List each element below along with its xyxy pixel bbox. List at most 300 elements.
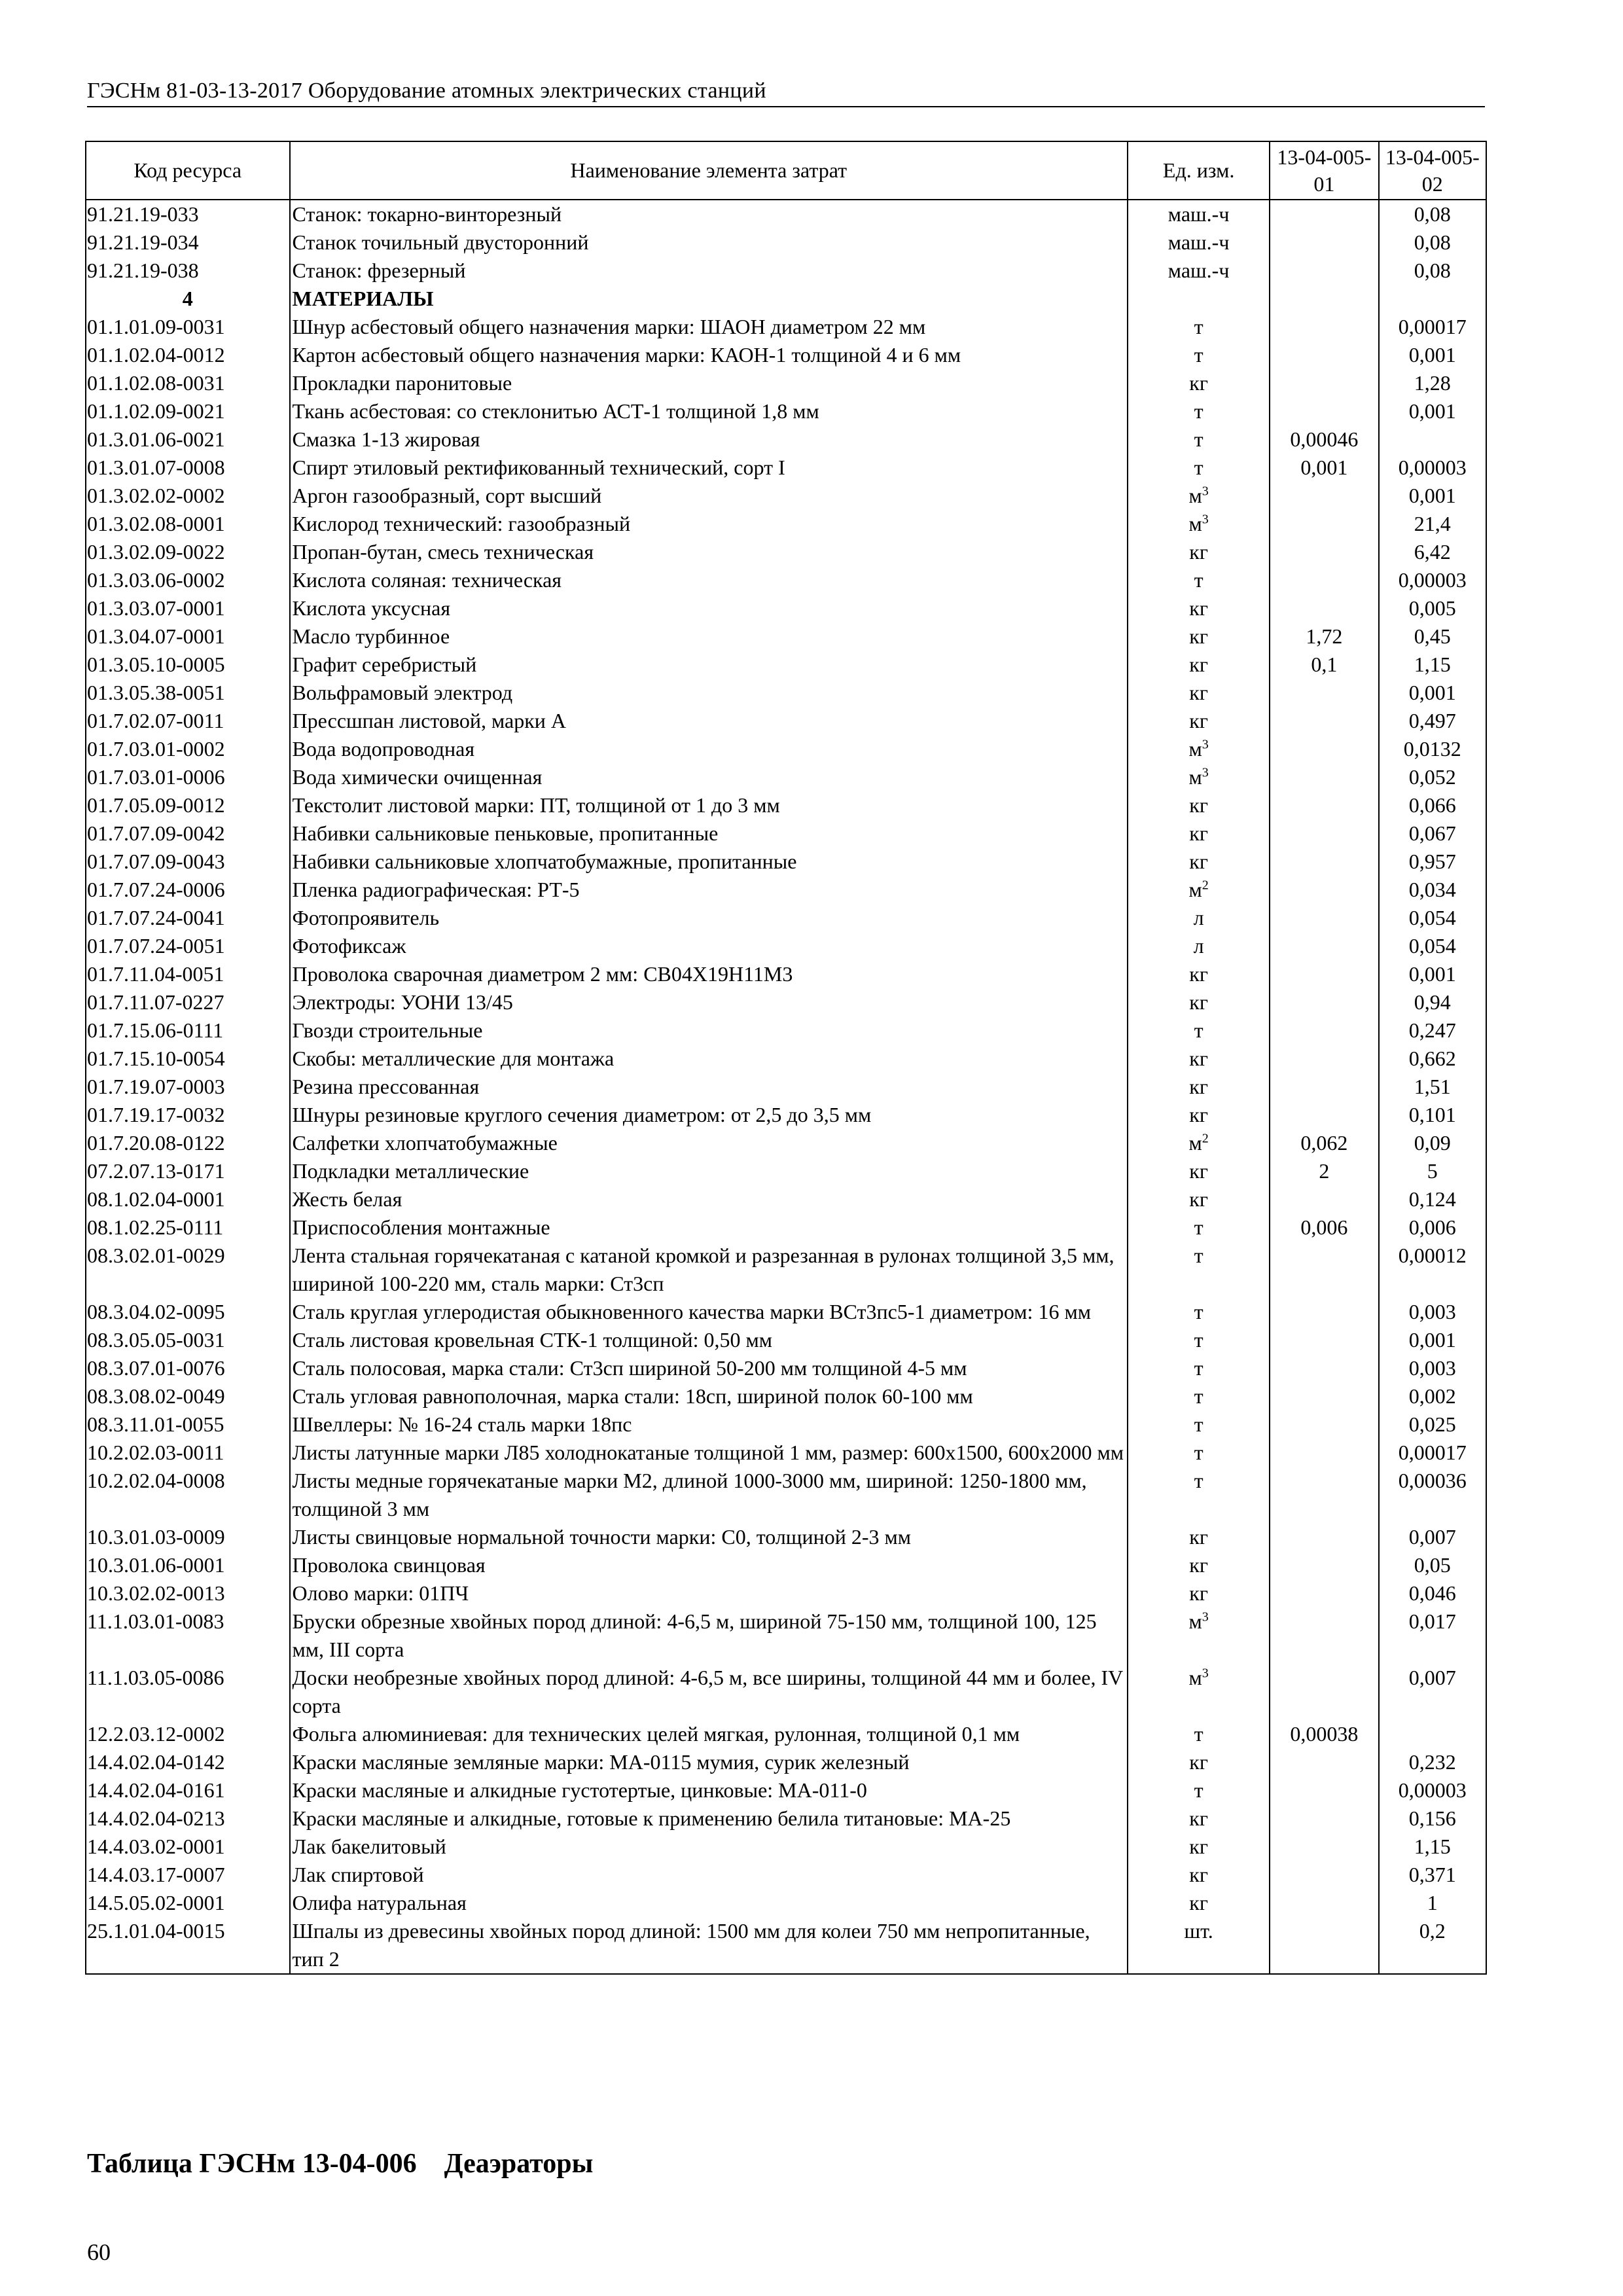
resource-code-cell [86, 904, 290, 932]
resource-code-cell-text: 01.3.01.07-0008 [87, 456, 225, 479]
resource-code-cell-text: 08.3.11.01-0055 [87, 1412, 224, 1436]
unit-exponent: 3 [1202, 484, 1209, 499]
resource-name-cell-text: Бруски обрезные хвойных пород длиной: 4-6,5 м, шириной 75-150 мм, толщиной 100, 125 мм, III сорта [292, 1609, 1097, 1661]
resource-code-cell [86, 341, 290, 369]
resource-code-cell [86, 285, 290, 313]
resource-name-cell-text: Набивки сальниковые пеньковые, пропитанные [292, 821, 719, 845]
norm-1-cell [1270, 1833, 1378, 1861]
col-header-name: Наименование элемента затрат [290, 141, 1128, 200]
norm-1-cell [1270, 1439, 1378, 1467]
unit-cell [1128, 1804, 1270, 1833]
unit-exponent: 3 [1202, 1666, 1209, 1681]
resource-name-cell-text: Прокладки паронитовые [292, 371, 512, 395]
norm-2-cell [1379, 482, 1486, 510]
resource-code-cell-text: 01.1.02.09-0021 [87, 399, 225, 423]
resource-code-cell [86, 257, 290, 285]
table-row [86, 454, 1486, 482]
norm-2-cell [1379, 1129, 1486, 1157]
table-row [86, 1833, 1486, 1861]
table-row [86, 1354, 1486, 1382]
table-row [86, 594, 1486, 622]
unit-cell-text: маш.-ч [1168, 259, 1230, 282]
norm-2-cell-text: 0,00003 [1398, 1778, 1467, 1802]
resource-name-cell [290, 1016, 1128, 1045]
norm-2-cell-text: 0,08 [1414, 259, 1451, 282]
resource-name-cell [290, 1382, 1128, 1410]
norm-2-cell [1379, 228, 1486, 257]
resource-name-cell-text: Кислота соляная: техническая [292, 568, 562, 592]
norm-2-cell-text: 1,28 [1414, 371, 1451, 395]
norm-1-cell [1270, 285, 1378, 313]
table-row [86, 257, 1486, 285]
resource-name-cell-text: Станок: токарно-винторезный [292, 202, 562, 226]
resource-code-cell [86, 1185, 290, 1213]
norm-2-cell-text: 0,09 [1414, 1131, 1451, 1155]
norm-2-cell-text: 0,45 [1414, 624, 1451, 648]
table-row [86, 1298, 1486, 1326]
resource-name-cell-text: Доски необрезные хвойных пород длиной: 4-6,5 м, все ширины, толщиной 44 мм и более, IV сорта [292, 1666, 1123, 1717]
unit-cell-text: т [1194, 427, 1204, 451]
norm-2-cell-text: 0,007 [1408, 1666, 1456, 1689]
norm-2-cell-text: 0,066 [1408, 793, 1456, 817]
unit-cell-text: т [1194, 343, 1204, 367]
resource-code-cell-text: 10.2.02.04-0008 [87, 1469, 225, 1492]
table-row [86, 1101, 1486, 1129]
resource-name-cell-text: МАТЕРИАЛЫ [292, 287, 434, 310]
table-row [86, 1523, 1486, 1551]
resource-name-cell-text: Фотопроявитель [292, 906, 440, 929]
norm-2-cell-text: 0,101 [1408, 1103, 1456, 1126]
resource-code-cell [86, 1917, 290, 1974]
norm-2-cell-text: 0,0132 [1403, 737, 1461, 761]
norm-1-cell [1270, 876, 1378, 904]
resource-code-cell-text: 25.1.01.04-0015 [87, 1919, 225, 1943]
resource-code-cell-text: 01.7.20.08-0122 [87, 1131, 225, 1155]
unit-cell-text: м [1188, 1131, 1202, 1155]
norm-2-cell-text: 0,003 [1408, 1356, 1456, 1380]
resource-code-cell [86, 1439, 290, 1467]
norm-2-cell-text: 0,662 [1408, 1047, 1456, 1070]
unit-cell [1128, 200, 1270, 228]
table-row [86, 679, 1486, 707]
resource-code-cell [86, 1073, 290, 1101]
norm-2-cell-text: 0,2 [1419, 1919, 1446, 1943]
table-row [86, 960, 1486, 988]
norm-1-cell-text: 0,006 [1300, 1215, 1348, 1239]
norm-1-cell [1270, 960, 1378, 988]
table-row [86, 1861, 1486, 1889]
norm-2-cell [1379, 1720, 1486, 1748]
resource-name-cell-text: Прессшпан листовой, марки А [292, 709, 566, 732]
norm-2-cell [1379, 285, 1486, 313]
unit-cell-text: кг [1189, 1863, 1208, 1886]
unit-cell [1128, 1861, 1270, 1889]
resource-code-cell-text: 01.7.11.04-0051 [87, 962, 224, 986]
resource-name-cell [290, 819, 1128, 848]
table-row [86, 200, 1486, 228]
unit-cell [1128, 707, 1270, 735]
col-header-norm-2: 13-04-005-02 [1379, 141, 1486, 200]
resource-name-cell-text: Салфетки хлопчатобумажные [292, 1131, 558, 1155]
unit-cell-text: т [1194, 315, 1204, 338]
norm-1-cell [1270, 707, 1378, 735]
unit-cell-text: м [1188, 878, 1202, 901]
norm-2-cell-text: 0,067 [1408, 821, 1456, 845]
resource-name-cell-text: Кислота уксусная [292, 596, 451, 620]
table-row [86, 510, 1486, 538]
resource-name-cell [290, 1804, 1128, 1833]
resource-name-cell-text: Фольга алюминиевая: для технических целей мягкая, рулонная, толщиной 0,1 мм [292, 1722, 1020, 1746]
unit-cell [1128, 735, 1270, 763]
table-row [86, 1129, 1486, 1157]
unit-cell-text: кг [1189, 1835, 1208, 1858]
norm-2-cell-text: 0,001 [1408, 484, 1456, 507]
resource-code-cell-text: 08.3.05.05-0031 [87, 1328, 225, 1352]
norm-2-cell-text: 0,00003 [1398, 568, 1467, 592]
resource-code-cell-text: 14.5.05.02-0001 [87, 1891, 225, 1914]
unit-cell-text: т [1194, 1441, 1204, 1464]
resource-name-cell [290, 369, 1128, 397]
resource-code-cell-text: 01.7.19.17-0032 [87, 1103, 225, 1126]
resource-code-cell [86, 1664, 290, 1720]
norm-1-cell [1270, 1523, 1378, 1551]
norm-2-cell [1379, 679, 1486, 707]
resource-code-cell [86, 1045, 290, 1073]
unit-cell [1128, 285, 1270, 313]
resource-code-cell-text: 10.3.01.03-0009 [87, 1525, 225, 1549]
resource-name-cell-text: Сталь круглая углеродистая обыкновенного качества марки ВСт3пс5-1 диаметром: 16 мм [292, 1300, 1091, 1323]
norm-1-cell [1270, 200, 1378, 228]
resource-code-cell [86, 1129, 290, 1157]
resource-code-cell-text: 01.3.04.07-0001 [87, 624, 225, 648]
norm-2-cell-text: 0,054 [1408, 906, 1456, 929]
unit-cell [1128, 341, 1270, 369]
unit-exponent: 2 [1202, 878, 1209, 893]
unit-cell [1128, 791, 1270, 819]
norm-2-cell [1379, 1298, 1486, 1326]
unit-cell-text: кг [1189, 596, 1208, 620]
resource-name-cell-text: Станок: фрезерный [292, 259, 466, 282]
resource-name-cell [290, 988, 1128, 1016]
resource-code-cell [86, 1298, 290, 1326]
unit-cell [1128, 1776, 1270, 1804]
unit-cell-text: кг [1189, 1806, 1208, 1830]
resource-name-cell-text: Пленка радиографическая: РТ-5 [292, 878, 580, 901]
resource-name-cell [290, 651, 1128, 679]
unit-cell [1128, 763, 1270, 791]
norm-2-cell-text: 0,001 [1408, 1328, 1456, 1352]
norm-2-cell-text: 0,00003 [1398, 456, 1467, 479]
norm-2-cell-text: 1,51 [1414, 1075, 1451, 1098]
document-header: ГЭСНм 81-03-13-2017 Оборудование атомных электрических станций [87, 80, 1485, 107]
norm-2-cell-text: 0,007 [1408, 1525, 1456, 1549]
table-row [86, 876, 1486, 904]
table-row [86, 1551, 1486, 1579]
norm-1-cell [1270, 566, 1378, 594]
norm-1-cell [1270, 1410, 1378, 1439]
norm-2-cell-text: 0,006 [1408, 1215, 1456, 1239]
resource-code-cell [86, 1326, 290, 1354]
resource-name-cell [290, 566, 1128, 594]
table-row [86, 1016, 1486, 1045]
resource-name-cell [290, 1073, 1128, 1101]
norm-1-cell [1270, 1776, 1378, 1804]
resource-name-cell-text: Аргон газообразный, сорт высший [292, 484, 602, 507]
resource-name-cell [290, 341, 1128, 369]
norm-1-cell [1270, 848, 1378, 876]
norm-2-cell [1379, 1016, 1486, 1045]
norm-1-cell [1270, 1242, 1378, 1298]
unit-cell [1128, 1073, 1270, 1101]
norm-1-cell [1270, 313, 1378, 341]
norm-2-cell-text: 0,001 [1408, 343, 1456, 367]
norm-1-cell [1270, 1157, 1378, 1185]
unit-cell [1128, 538, 1270, 566]
unit-cell [1128, 566, 1270, 594]
norm-1-cell [1270, 1579, 1378, 1607]
table-row [86, 1917, 1486, 1974]
norm-1-cell-text: 2 [1319, 1159, 1330, 1183]
resource-name-cell [290, 932, 1128, 960]
norm-1-cell-text: 0,062 [1300, 1131, 1348, 1155]
resource-code-cell-text: 14.4.03.02-0001 [87, 1835, 225, 1858]
resource-name-cell [290, 1664, 1128, 1720]
table-row [86, 1045, 1486, 1073]
resource-name-cell-text: Шнур асбестовый общего назначения марки: ШАОН диаметром 22 мм [292, 315, 926, 338]
resource-name-cell-text: Графит серебристый [292, 653, 477, 676]
norm-2-cell-text: 0,957 [1408, 850, 1456, 873]
norm-1-cell [1270, 1016, 1378, 1045]
norm-1-cell [1270, 988, 1378, 1016]
unit-cell [1128, 1607, 1270, 1664]
norm-2-cell [1379, 622, 1486, 651]
resource-code-cell-text: 12.2.03.12-0002 [87, 1722, 225, 1746]
table-row [86, 735, 1486, 763]
resource-name-cell [290, 1185, 1128, 1213]
resource-name-cell-text: Сталь полосовая, марка стали: Ст3сп шириной 50-200 мм толщиной 4-5 мм [292, 1356, 967, 1380]
table-row [86, 482, 1486, 510]
table-row [86, 819, 1486, 848]
resource-code-cell-text: 14.4.03.17-0007 [87, 1863, 225, 1886]
table-row [86, 1326, 1486, 1354]
resource-name-cell [290, 594, 1128, 622]
norm-2-cell [1379, 1523, 1486, 1551]
norm-1-cell [1270, 1748, 1378, 1776]
norm-2-cell-text: 1,15 [1414, 1835, 1451, 1858]
resource-name-cell-text: Смазка 1-13 жировая [292, 427, 480, 451]
norm-2-cell [1379, 1410, 1486, 1439]
unit-cell-text: кг [1189, 821, 1208, 845]
resource-code-cell [86, 313, 290, 341]
norm-1-cell-text: 0,001 [1300, 456, 1348, 479]
unit-cell [1128, 1382, 1270, 1410]
unit-cell-text: маш.-ч [1168, 202, 1230, 226]
resource-code-cell [86, 369, 290, 397]
norm-2-cell [1379, 1242, 1486, 1298]
norm-1-cell [1270, 454, 1378, 482]
resource-code-cell-text: 08.3.07.01-0076 [87, 1356, 225, 1380]
table-row [86, 1607, 1486, 1664]
resource-code-cell [86, 876, 290, 904]
resource-code-cell [86, 791, 290, 819]
resource-code-cell [86, 1016, 290, 1045]
resource-name-cell [290, 397, 1128, 425]
unit-exponent: 3 [1202, 512, 1209, 527]
resource-code-cell [86, 200, 290, 228]
norm-2-cell [1379, 819, 1486, 848]
resource-code-cell-text: 11.1.03.05-0086 [87, 1666, 224, 1689]
resource-name-cell [290, 791, 1128, 819]
norm-2-cell-text: 0,00036 [1398, 1469, 1467, 1492]
resource-code-cell [86, 1354, 290, 1382]
table-row [86, 763, 1486, 791]
resource-name-cell [290, 960, 1128, 988]
unit-cell-text: кг [1189, 709, 1208, 732]
resource-code-cell [86, 1101, 290, 1129]
resource-code-cell [86, 1804, 290, 1833]
resource-name-cell-text: Ткань асбестовая: со стеклонитью АСТ-1 толщиной 1,8 мм [292, 399, 819, 423]
unit-cell-text: л [1193, 906, 1204, 929]
resource-name-cell-text: Листы свинцовые нормальной точности марки: С0, толщиной 2-3 мм [292, 1525, 911, 1549]
unit-cell [1128, 1410, 1270, 1439]
resource-name-cell-text: Жесть белая [292, 1187, 402, 1211]
resource-code-cell [86, 1889, 290, 1917]
unit-cell [1128, 1045, 1270, 1073]
unit-cell [1128, 482, 1270, 510]
unit-cell-text: т [1194, 456, 1204, 479]
norm-2-cell-text: 0,001 [1408, 399, 1456, 423]
unit-cell-text: т [1194, 1300, 1204, 1323]
table-row [86, 904, 1486, 932]
resource-name-cell-text: Сталь угловая равнополочная, марка стали: 18сп, шириной полок 60-100 мм [292, 1384, 973, 1408]
resource-code-cell [86, 848, 290, 876]
table-row [86, 1467, 1486, 1523]
norm-1-cell [1270, 1298, 1378, 1326]
resource-code-cell [86, 735, 290, 763]
table-row [86, 1579, 1486, 1607]
unit-cell [1128, 510, 1270, 538]
norm-1-cell [1270, 651, 1378, 679]
unit-cell [1128, 932, 1270, 960]
norm-2-cell [1379, 707, 1486, 735]
norm-2-cell [1379, 1213, 1486, 1242]
norm-2-cell-text: 0,08 [1414, 230, 1451, 254]
table-row [86, 1382, 1486, 1410]
table-row [86, 848, 1486, 876]
norm-1-cell [1270, 1045, 1378, 1073]
resource-code-cell [86, 1776, 290, 1804]
unit-cell-text: т [1194, 1356, 1204, 1380]
table-row [86, 1439, 1486, 1467]
table-row [86, 425, 1486, 454]
unit-cell [1128, 819, 1270, 848]
unit-cell [1128, 228, 1270, 257]
resource-name-cell-text: Набивки сальниковые хлопчатобумажные, пропитанные [292, 850, 797, 873]
resource-code-cell-text: 08.1.02.25-0111 [87, 1215, 224, 1239]
unit-cell-text: т [1194, 1469, 1204, 1492]
norm-2-cell [1379, 848, 1486, 876]
table-row [86, 1720, 1486, 1748]
resource-name-cell [290, 1101, 1128, 1129]
resource-code-cell [86, 1382, 290, 1410]
unit-exponent: 3 [1202, 765, 1209, 780]
resource-name-cell-text: Станок точильный двусторонний [292, 230, 589, 254]
resource-code-cell-text: 01.3.02.08-0001 [87, 512, 225, 535]
norm-2-cell [1379, 791, 1486, 819]
unit-cell-text: т [1194, 568, 1204, 592]
resource-name-cell [290, 1917, 1128, 1974]
resource-name-cell [290, 454, 1128, 482]
norm-2-cell [1379, 369, 1486, 397]
resource-code-cell-text: 01.7.15.10-0054 [87, 1047, 225, 1070]
resource-code-cell [86, 228, 290, 257]
resource-name-cell-text: Гвозди строительные [292, 1018, 483, 1042]
col-header-code: Код ресурса [86, 141, 290, 200]
unit-cell-text: кг [1189, 1891, 1208, 1914]
norm-2-cell [1379, 1354, 1486, 1382]
norm-1-cell [1270, 1382, 1378, 1410]
resource-name-cell-text: Вода химически очищенная [292, 765, 543, 789]
resource-name-cell-text: Лак спиртовой [292, 1863, 424, 1886]
resource-code-cell-text: 08.3.08.02-0049 [87, 1384, 225, 1408]
table-row [86, 397, 1486, 425]
unit-cell-text: кг [1189, 624, 1208, 648]
norm-2-cell [1379, 1326, 1486, 1354]
resource-code-cell-text: 08.3.02.01-0029 [87, 1244, 225, 1267]
resource-name-cell [290, 228, 1128, 257]
resource-name-cell-text: Сталь листовая кровельная СТК-1 толщиной: 0,50 мм [292, 1328, 772, 1352]
resource-name-cell [290, 1861, 1128, 1889]
norm-2-cell [1379, 1157, 1486, 1185]
norm-1-cell [1270, 1467, 1378, 1523]
norm-2-cell-text: 0,017 [1408, 1609, 1456, 1633]
norm-1-cell [1270, 622, 1378, 651]
resource-code-cell [86, 651, 290, 679]
resource-name-cell-text: Вода водопроводная [292, 737, 475, 761]
resource-code-cell-text: 01.7.15.06-0111 [87, 1018, 224, 1042]
unit-cell [1128, 1551, 1270, 1579]
resource-name-cell [290, 763, 1128, 791]
resource-code-cell [86, 679, 290, 707]
table-row [86, 622, 1486, 651]
resource-code-cell [86, 1720, 290, 1748]
norm-2-cell [1379, 735, 1486, 763]
resource-code-cell-text: 10.3.01.06-0001 [87, 1553, 225, 1577]
resource-code-cell [86, 1861, 290, 1889]
norm-1-cell [1270, 228, 1378, 257]
resource-name-cell [290, 1410, 1128, 1439]
norm-2-cell [1379, 1551, 1486, 1579]
unit-cell-text: м [1188, 1609, 1202, 1633]
unit-cell-text: м [1188, 737, 1202, 761]
norm-1-cell [1270, 1720, 1378, 1748]
resource-name-cell [290, 1776, 1128, 1804]
unit-exponent: 3 [1202, 1609, 1209, 1624]
resource-name-cell [290, 1326, 1128, 1354]
resource-code-cell [86, 960, 290, 988]
resource-name-cell [290, 538, 1128, 566]
resource-name-cell-text: Краски масляные земляные марки: МА-0115 мумия, сурик железный [292, 1750, 910, 1774]
unit-cell [1128, 1720, 1270, 1748]
resource-code-cell-text: 01.7.07.24-0006 [87, 878, 225, 901]
resource-code-cell-text: 11.1.03.01-0083 [87, 1609, 224, 1633]
resource-code-cell [86, 482, 290, 510]
resource-name-cell-text: Олово марки: 01ПЧ [292, 1581, 469, 1605]
unit-cell [1128, 257, 1270, 285]
norm-2-cell-text: 5 [1427, 1159, 1438, 1183]
next-table-title: Таблица ГЭСНм 13-04-006 Деаэраторы [87, 2149, 594, 2179]
resource-code-cell-text: 4 [182, 287, 193, 310]
